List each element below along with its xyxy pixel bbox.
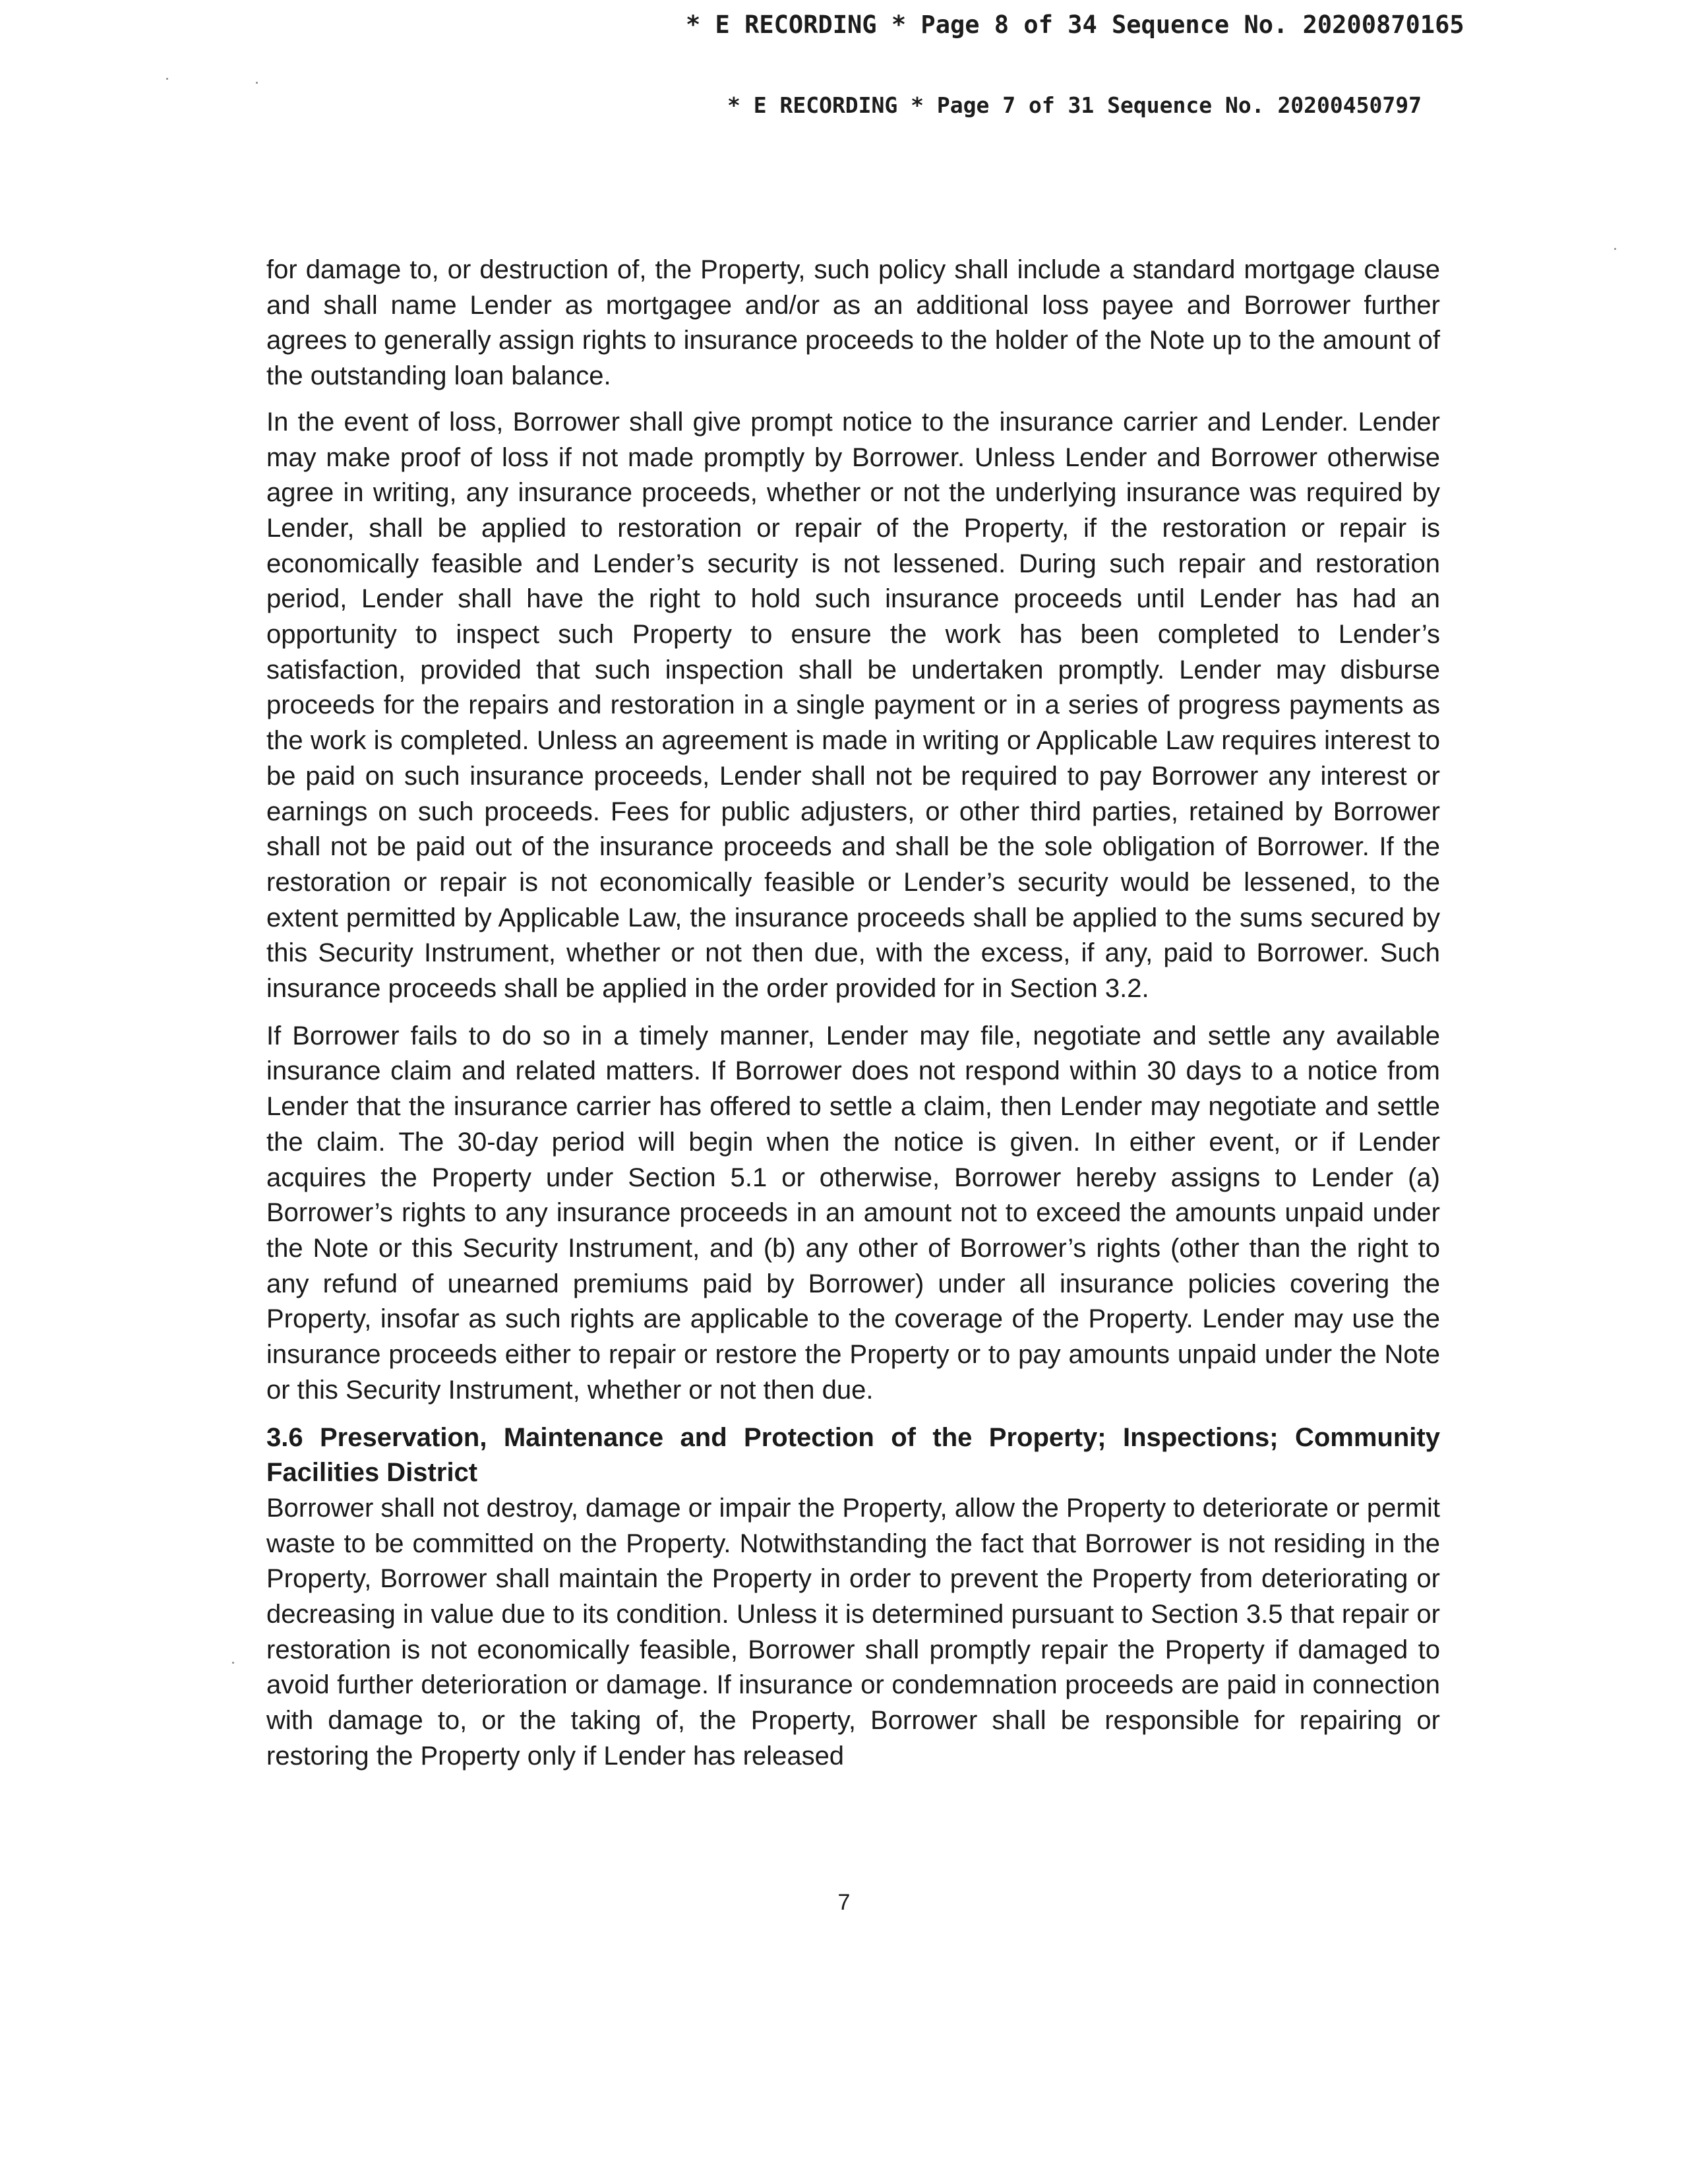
scan-speck [232, 1662, 234, 1664]
page-number: 7 [837, 1890, 851, 1915]
section-heading: 3.6 Preservation, Maintenance and Protection of the Property; Inspections; Community Facilities District [266, 1422, 1440, 1488]
paragraph-event-of-loss: In the event of loss, Borrower shall give prompt notice to the insurance carrier and Lender. Lender may make proof of loss if not made promptly by Borrower. Unless Lender and Borrower otherwise agree in writing, any insurance proceeds, whether or not the underlying insurance was required by Lender, shall be applied to restoration or repair of the Property, if the restoration or repair is economically feasible and Lender’s security is not lessened. During such repair and restoration period, Lender shall have the right to hold such insurance proceeds until Lender has had an opportunity to inspect such Property to ensure the work has been completed to Lender’s satisfaction, provided that such inspection shall be undertaken promptly. Lender may disburse proceeds for the repairs and restoration in a single payment or in a series of progress payments as the work is completed. Unless an agreement is made in writing or Applicable Law requires interest to be paid on such insurance proceeds, Lender shall not be required to pay Borrower any interest or earnings on such proceeds. Fees for public adjusters, or other third parties, retained by Borrower shall not be paid out of the insurance proceeds and shall be the sole obligation of Borrower. If the restoration or repair is not economically feasible or Lender’s security would be lessened, to the extent permitted by Applicable Law, the insurance proceeds shall be applied to the sums secured by this Security Instrument, whether or not then due, with the excess, if any, paid to Borrower. Such insurance proceeds shall be applied in the order provided for in Section 3.2. [266, 407, 1440, 1004]
scan-speck [1614, 248, 1616, 250]
scan-speck [256, 82, 258, 84]
recording-stamp-current: * E RECORDING * Page 8 of 34 Sequence No. 20200870165 [686, 11, 1464, 39]
document-body [266, 253, 1440, 1786]
scan-speck [166, 78, 168, 80]
paragraph-borrower-fails: If Borrower fails to do so in a timely manner, Lender may file, negotiate and settle any available insurance claim and related matters. If Borrower does not respond within 30 days to a notice from Lender that the insurance carrier has offered to settle a claim, then Lender may negotiate and settle the claim. The 30-day period will begin when the notice is given. In either event, or if Lender acquires the Property under Section 5.1 or otherwise, Borrower hereby assigns to Lender (a) Borrower’s rights to any insurance proceeds in an amount not to exceed the amounts unpaid under the Note or this Security Instrument, and (b) any other of Borrower’s rights (other than the right to any refund of unearned premiums paid by Borrower) under all insurance policies covering the Property, insofar as such rights are applicable to the coverage of the Property. Lender may use the insurance proceeds either to repair or restore the Property or to pay amounts unpaid under the Note or this Security Instrument, whether or not then due. [266, 1021, 1440, 1405]
recording-stamp-original: * E RECORDING * Page 7 of 31 Sequence No. 20200450797 [727, 92, 1422, 118]
paragraph-insurance-policy: for damage to, or destruction of, the Property, such policy shall include a standard mortgage clause and shall name Lender as mortgagee and/or as an additional loss payee and Borrower further agrees to generally assign rights to insurance proceeds to the holder of the Note up to the amount of the outstanding loan balance. [266, 255, 1440, 391]
paragraph-preservation: Borrower shall not destroy, damage or impair the Property, allow the Property to deteriorate or permit waste to be committed on the Property. Notwithstanding the fact that Borrower is not residing in the Property, Borrower shall maintain the Property in order to prevent the Property from deteriorating or decreasing in value due to its condition. Unless it is determined pursuant to Section 3.5 that repair or restoration is not economically feasible, Borrower shall promptly repair the Property if damaged to avoid further deterioration or damage. If insurance or condemnation proceeds are paid in connection with damage to, or the taking of, the Property, Borrower shall be responsible for repairing or restoring the Property only if Lender has released [266, 1493, 1440, 1771]
